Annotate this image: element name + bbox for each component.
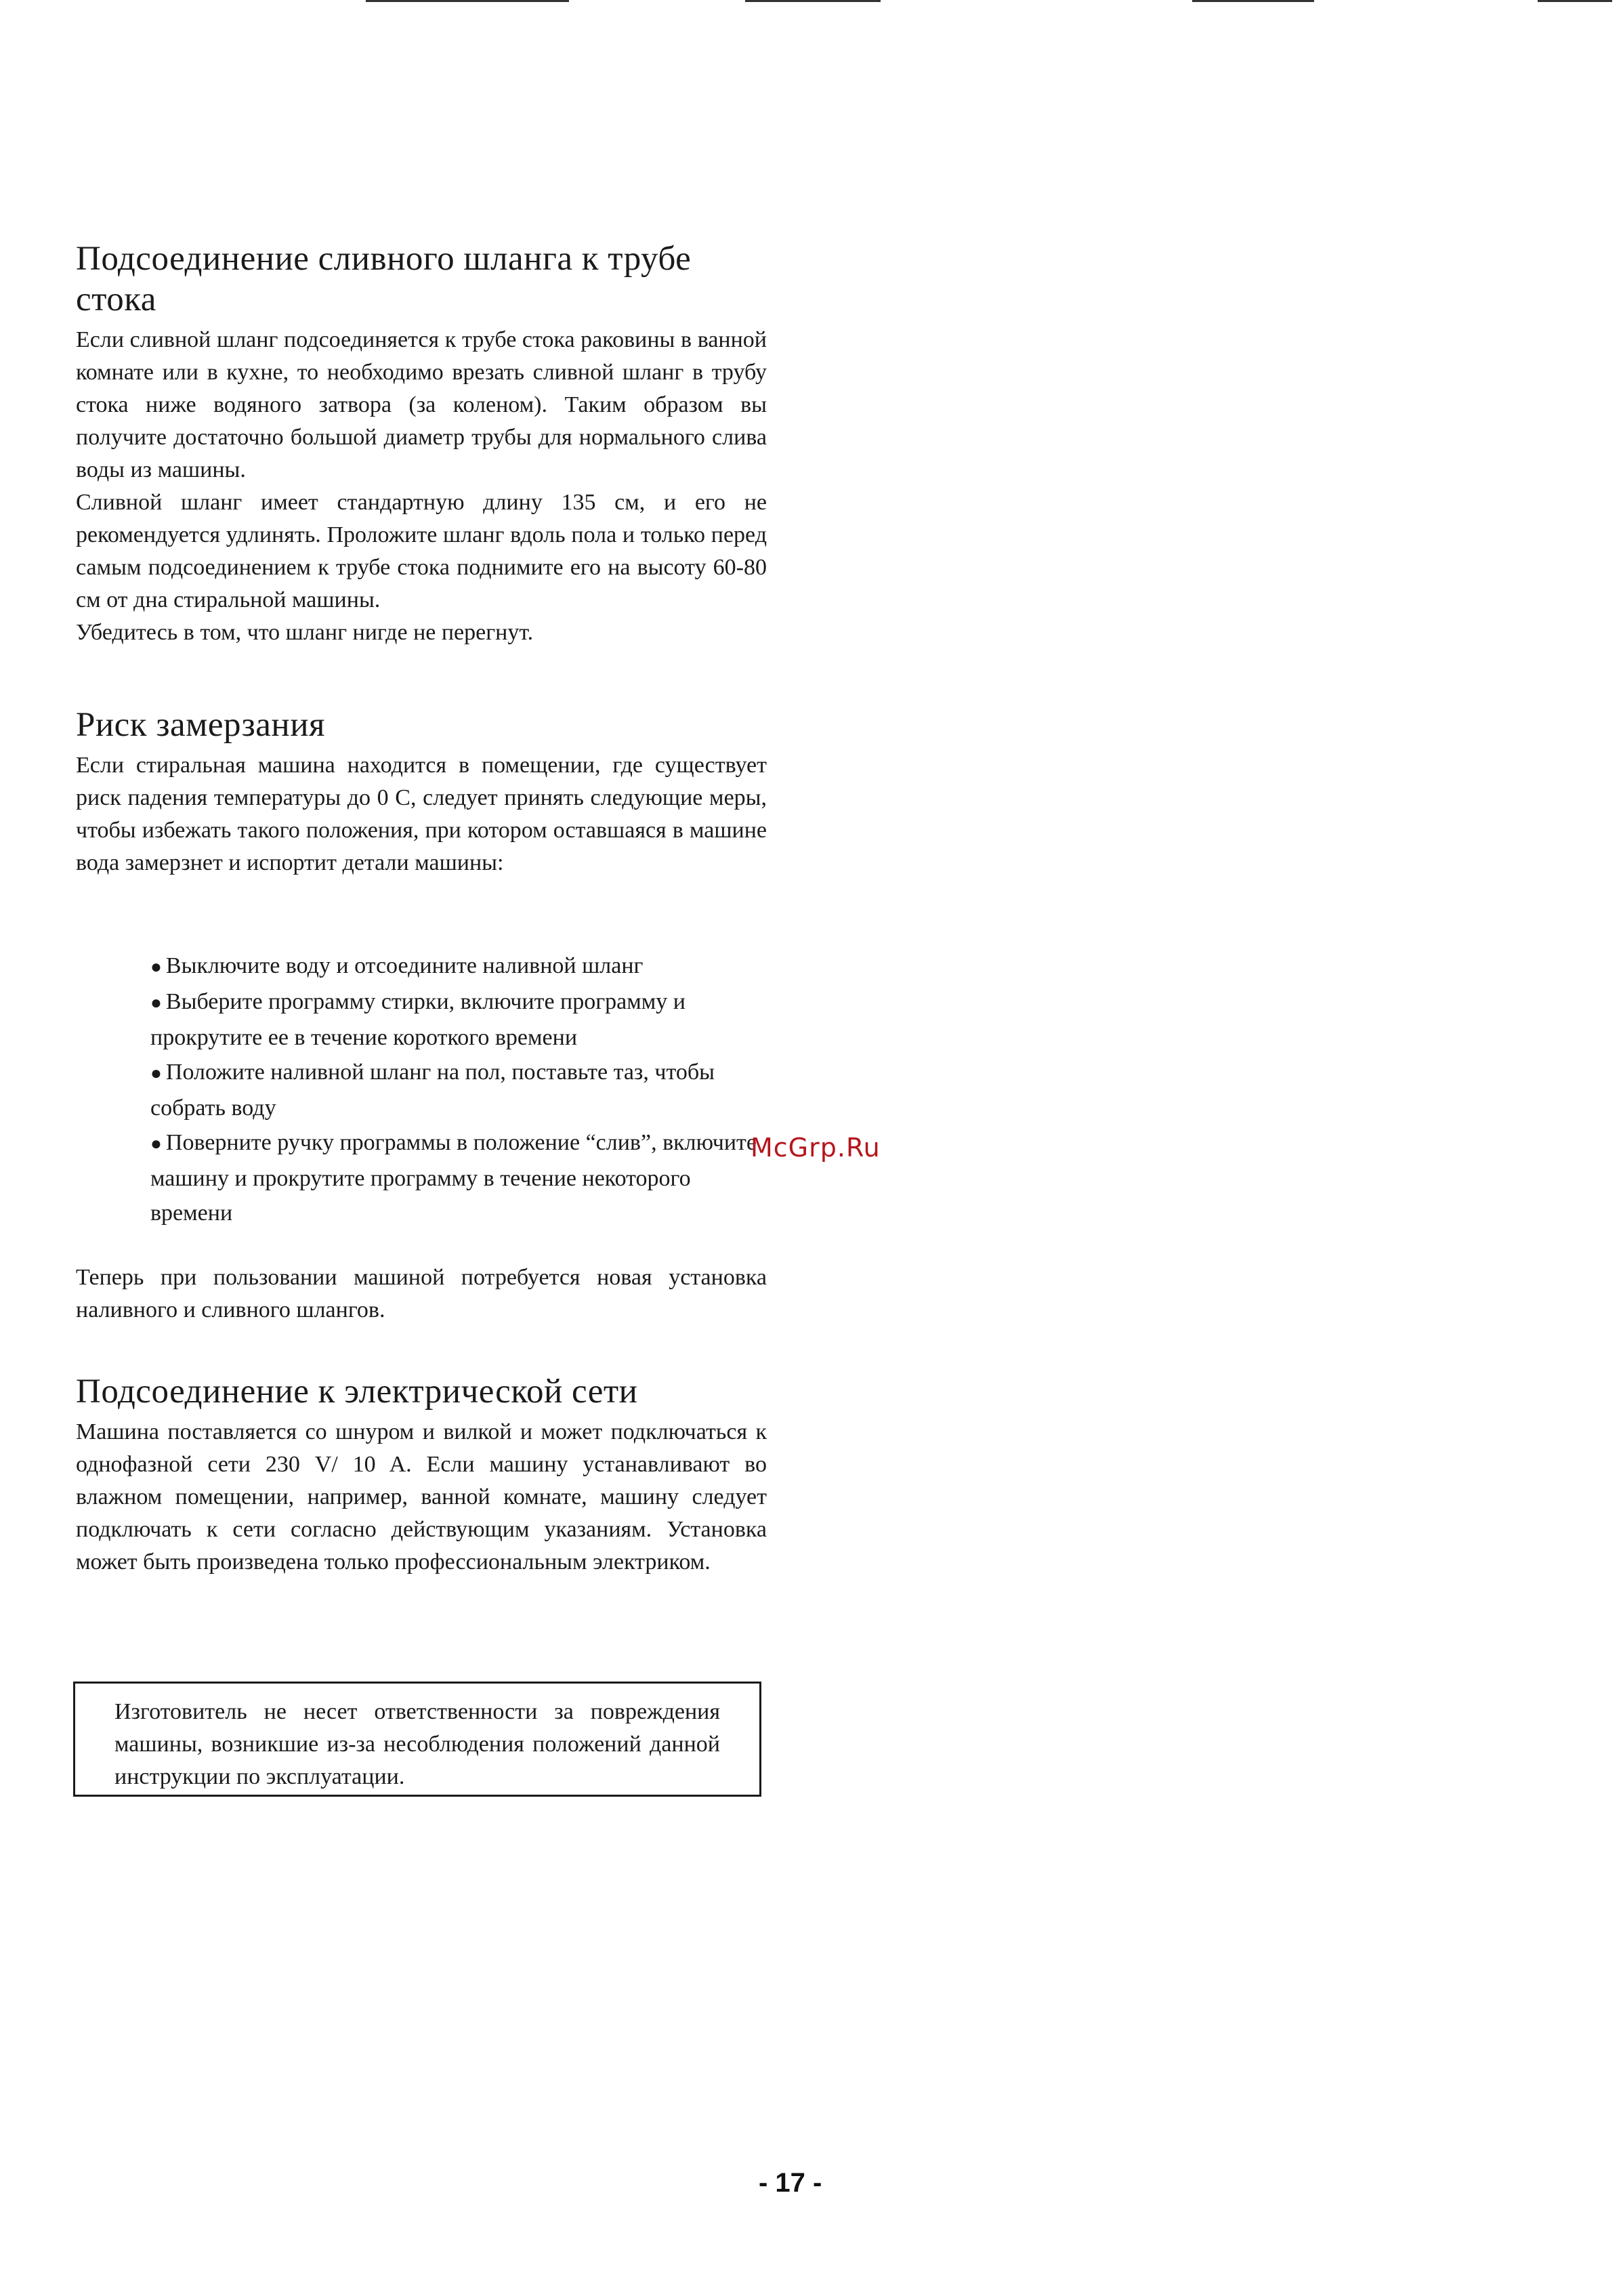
section-title: Риск замерзания [76,706,325,744]
section-title: Подсоединение к электрической сети [76,1373,638,1411]
section-title: Подсоединение сливного шланга к трубе стока [76,240,692,318]
page-number: - 17 - [759,2168,822,2198]
paragraph: Убедитесь в том, что шланг нигде не перегнут. [76,620,534,645]
list-item-text: Выберите программу стирки, включите программу и прокрутите ее в течение короткого времени [150,989,686,1050]
section-electrical [76,1371,767,1579]
scan-edge-rule [1538,0,1612,2]
notice-text: Изготовитель не несет ответственности за повреждения машины, возникшие из-за несоблюдения положений данной инструкции по эксплуатации. [114,1699,720,1789]
bullet-icon: ● [150,1133,162,1154]
scan-edge-rule [745,0,881,2]
list-item [150,948,767,984]
scan-edge-rule [366,0,569,2]
section-frost-risk [76,705,767,879]
liability-notice-box [73,1682,761,1797]
paragraph: Если стиральная машина находится в помещении, где существует риск падения температуры до 0 С, следует принять следующие меры, чтобы избежать такого положения, при котором оставшаяся в машине вода замерзнет и испортит детали машины: [76,753,767,875]
list-item-text: Поверните ручку программы в положение “слив”, включите машину и прокрутите программу в течение некоторого времени [150,1130,757,1226]
paragraph: Машина поставляется со шнуром и вилкой и может подключаться к однофазной сети 230 V/ 10 A. Если машину устанавливают во влажном помещении, например, ванной комнате, машину следует подключать к сети согласно действующим указаниям. Установка может быть произведена только профессиональным электриком. [76,1419,767,1574]
list-item [150,1125,767,1230]
frost-steps-list [150,948,767,1230]
paragraph: Теперь при пользовании машиной потребуется новая установка наливного и сливного шлангов. [76,1265,767,1322]
list-item [150,984,767,1055]
paragraph: Если сливной шланг подсоединяется к трубе стока раковины в ванной комнате или в кухне, то необходимо врезать сливной шланг в трубу стока ниже водяного затвора (за коленом). Таким образом вы получите достаточно большой диаметр трубы для нормального слива воды из машины. [76,327,767,482]
list-item-text: Положите наливной шланг на пол, поставьте таз, чтобы собрать воду [150,1060,715,1121]
list-item-text: Выключите воду и отсоедините наливной шланг [165,953,644,978]
watermark-text: McGrp.Ru [751,1133,881,1163]
bullet-icon: ● [150,993,162,1014]
bullet-icon: ● [150,957,162,978]
frost-after-note [76,1261,767,1327]
bullet-icon: ● [150,1063,162,1084]
paragraph: Сливной шланг имеет стандартную длину 135 см, и его не рекомендуется удлинять. Проложите шланг вдоль пола и только перед самым подсоединением к трубе стока поднимите его на высоту 60-80 см от дна стиральной машины. [76,490,767,612]
scan-edge-rule [1192,0,1314,2]
list-item [150,1055,767,1125]
section-drain-hose [76,238,767,649]
